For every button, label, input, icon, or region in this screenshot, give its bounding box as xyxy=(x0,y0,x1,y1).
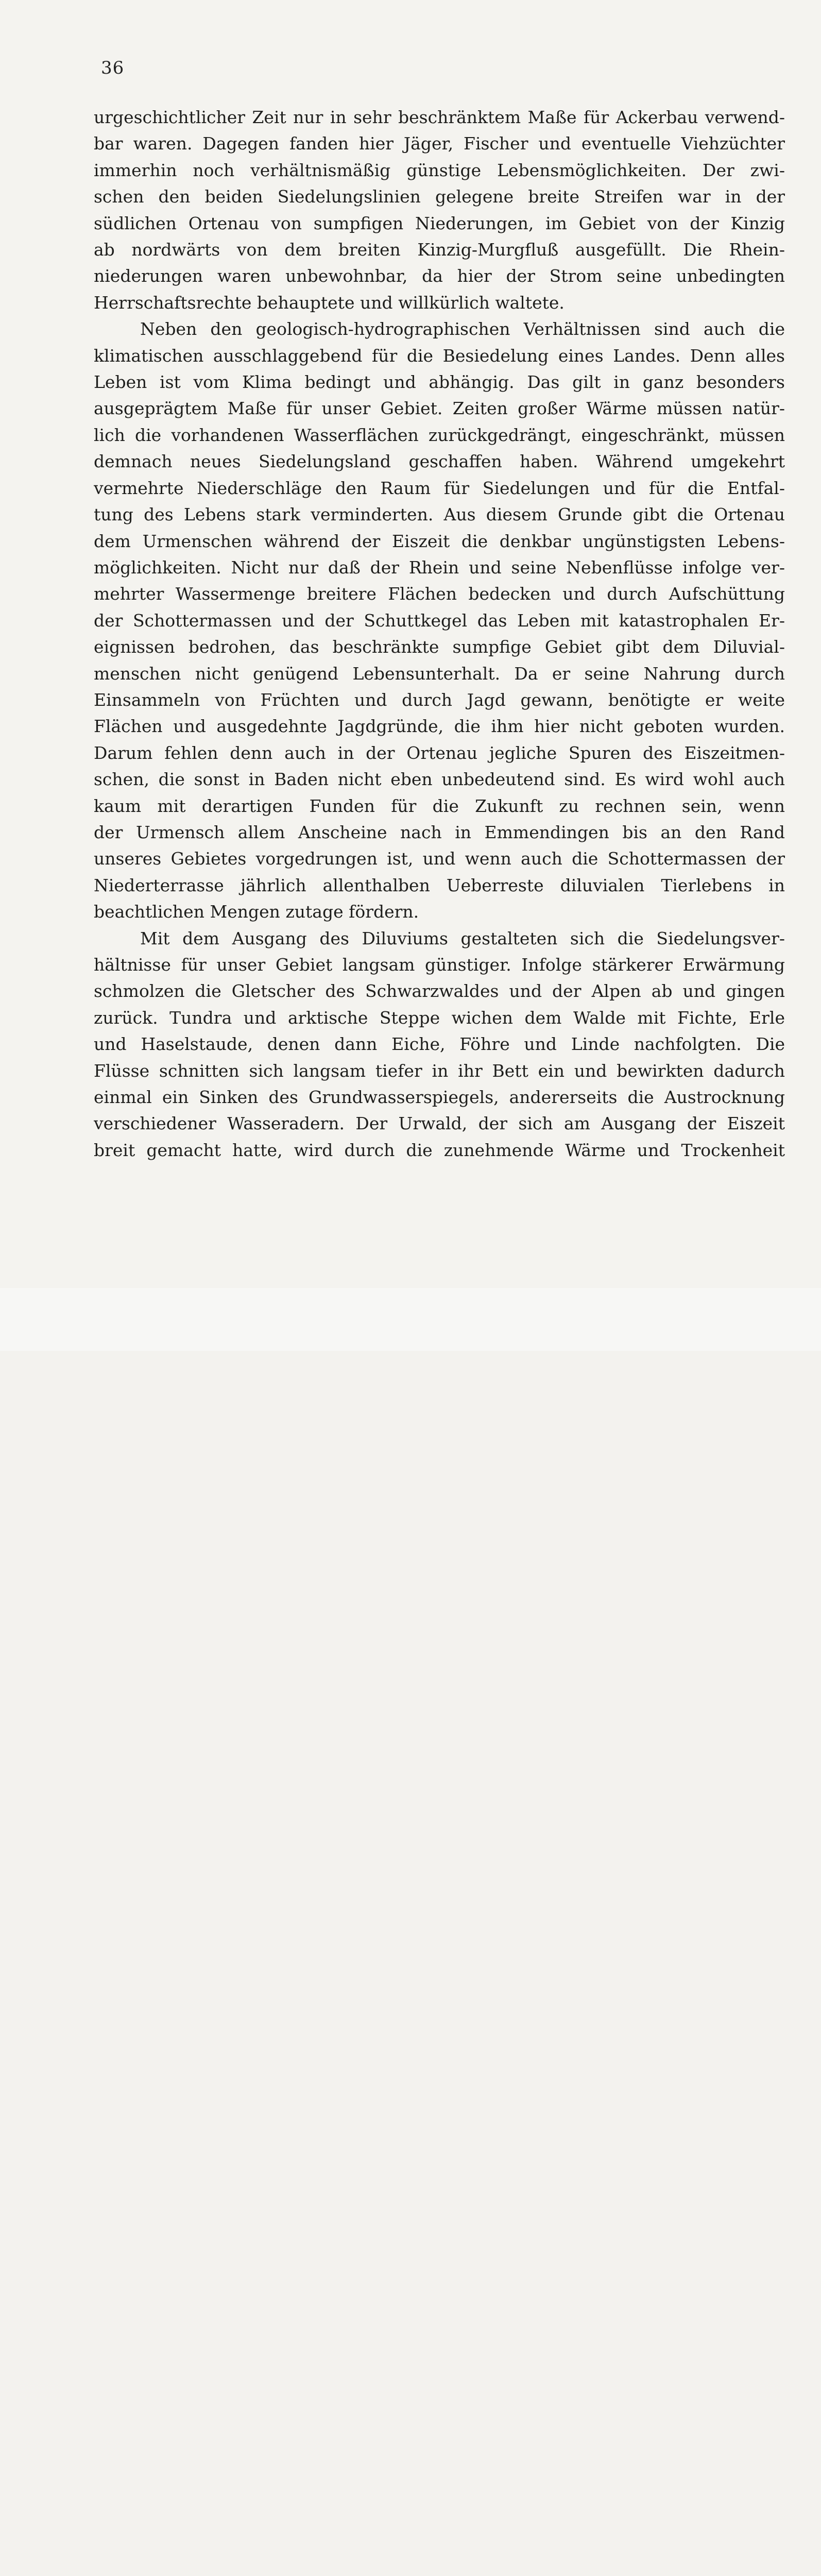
text-line: der Urmensch allem Anscheine nach in Emmendingen bis an den Rand xyxy=(94,822,785,842)
text-line: hältnisse für unser Gebiet langsam günstiger. Infolge stärkerer Erwärmung xyxy=(94,955,785,975)
text-line: und Haselstaude, denen dann Eiche, Föhre und Linde nachfolgten. Die xyxy=(94,1034,785,1055)
text-line: eignissen bedrohen, das beschränkte sumpfige Gebiet gibt dem Diluvial- xyxy=(94,637,785,657)
text-line: dem Urmenschen während der Eiszeit die denkbar ungünstigsten Lebens- xyxy=(94,531,785,551)
paragraph-3 xyxy=(94,925,785,1164)
text-line: schen, die sonst in Baden nicht eben unbedeutend sind. Es wird wohl auch xyxy=(94,769,785,790)
text-line: schmolzen die Gletscher des Schwarzwaldes und der Alpen ab und gingen xyxy=(94,981,785,1002)
text-line: möglichkeiten. Nicht nur daß der Rhein und seine Nebenflüsse infolge ver- xyxy=(94,557,785,578)
text-line: Darum fehlen denn auch in der Ortenau jegliche Spuren des Eiszeitmen- xyxy=(94,742,785,763)
text-line: urgeschichtlicher Zeit nur in sehr beschränktem Maße für Ackerbau verwend- xyxy=(94,107,785,127)
text-line: klimatischen ausschlaggebend für die Besiedelung eines Landes. Denn alles xyxy=(94,345,785,366)
text-line: bar waren. Dagegen fanden hier Jäger, Fischer und eventuelle Viehzüchter xyxy=(94,133,785,154)
text-line: unseres Gebietes vorgedrungen ist, und wenn auch die Schottermassen der xyxy=(94,849,785,869)
text-line: Flüsse schnitten sich langsam tiefer in ihr Bett ein und bewirkten dadurch xyxy=(94,1060,785,1081)
paragraph-2 xyxy=(94,316,785,925)
text-line: tung des Lebens stark verminderten. Aus diesem Grunde gibt die Ortenau xyxy=(94,504,785,525)
body-text xyxy=(94,104,785,1163)
text-line: menschen nicht genügend Lebensunterhalt. Da er seine Nahrung durch xyxy=(94,663,785,684)
text-line: Flächen und ausgedehnte Jagdgründe, die ihm hier nicht geboten wurden. xyxy=(94,716,785,737)
text-line: ab nordwärts von dem breiten Kinzig-Murgfluß ausgefüllt. Die Rhein- xyxy=(94,240,785,260)
paragraph-1 xyxy=(94,104,785,316)
text-line: schen den beiden Siedelungslinien gelegene breite Streifen war in der xyxy=(94,187,785,207)
text-line: vermehrte Niederschläge den Raum für Siedelungen und für die Entfal- xyxy=(94,478,785,498)
text-line: ausgeprägtem Maße für unser Gebiet. Zeiten großer Wärme müssen natür- xyxy=(94,398,785,419)
text-line: Mit dem Ausgang des Diluviums gestalteten sich die Siedelungsver- xyxy=(140,928,785,948)
text-line: Einsammeln von Früchten und durch Jagd gewann, benötigte er weite xyxy=(94,689,785,710)
text-line: demnach neues Siedelungsland geschaffen haben. Während umgekehrt xyxy=(94,451,785,472)
text-line: breit gemacht hatte, wird durch die zunehmende Wärme und Trockenheit xyxy=(94,1140,785,1160)
page-number: 36 xyxy=(101,58,125,78)
text-line: einmal ein Sinken des Grundwasserspiegels, andererseits die Austrocknung xyxy=(94,1087,785,1108)
text-line: mehrter Wassermenge breitere Flächen bedecken und durch Aufschüttung xyxy=(94,584,785,604)
text-line: immerhin noch verhältnismäßig günstige Lebensmöglichkeiten. Der zwi- xyxy=(94,160,785,180)
viewer-footer xyxy=(0,1288,821,1351)
text-line: Neben den geologisch-hydrographischen Verhältnissen sind auch die xyxy=(140,319,785,340)
text-line: lich die vorhandenen Wasserflächen zurückgedrängt, eingeschränkt, müssen xyxy=(94,425,785,445)
text-line: kaum mit derartigen Funden für die Zukunft zu rechnen sein, wenn xyxy=(94,795,785,816)
text-line: der Schottermassen und der Schuttkegel das Leben mit katastrophalen Er- xyxy=(94,610,785,631)
text-line: beachtlichen Mengen zutage fördern. xyxy=(94,902,419,922)
text-line: Leben ist vom Klima bedingt und abhängig. Das gilt in ganz besonders xyxy=(94,372,785,393)
text-line: Niederterrasse jährlich allenthalben Ueberreste diluvialen Tierlebens in xyxy=(94,875,785,895)
text-line: Herrschaftsrechte behauptete und willkürlich waltete. xyxy=(94,292,565,313)
text-line: verschiedener Wasseradern. Der Urwald, der sich am Ausgang der Eiszeit xyxy=(94,1113,785,1134)
text-line: südlichen Ortenau von sumpfigen Niederungen, im Gebiet von der Kinzig xyxy=(94,213,785,233)
text-line: zurück. Tundra und arktische Steppe wichen dem Walde mit Fichte, Erle xyxy=(94,1007,785,1028)
text-line: niederungen waren unbewohnbar, da hier der Strom seine unbedingten xyxy=(94,266,785,286)
